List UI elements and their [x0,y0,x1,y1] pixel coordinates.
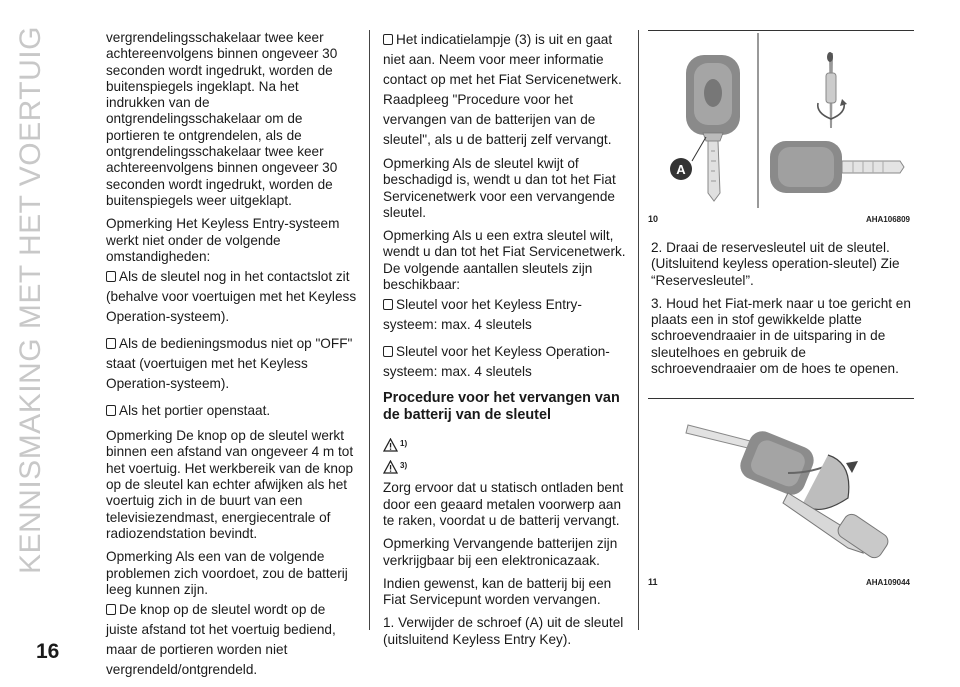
note-paragraph: Opmerking De knop op de sleutel werkt binnen een afstand van ongeveer 4 m tot het voertuig. Het werkbereik van de knop op de sleutel kan echter afwijken als het voertuig zich in de buurt van een televisiezendmast, energiecentrale of radiozendstation bevindt. [106,428,354,541]
screwdriver-opening-illustration [648,403,914,578]
page-number: 16 [36,640,60,663]
figure-11 [648,398,914,589]
step-paragraph: 1. Verwijder de schroef (A) uit de sleutel (uitsluitend Keyless Entry Key). [383,615,624,647]
checkbox-bullet-icon [106,338,116,349]
warning-triangle-icon [383,438,398,452]
checkbox-bullet-icon [383,346,393,357]
checkbox-bullet-icon [106,604,116,615]
svg-text:A: A [676,162,686,177]
section-heading: Procedure voor het vervangen van de batterij van de sleutel [383,390,620,424]
warning-reference: 3) [383,454,631,474]
note-paragraph: Opmerking Als u een extra sleutel wilt, wendt u dan tot het Fiat Servicenetwerk. De volgende aantallen sleutels zijn beschikbaar: [383,228,626,293]
note-paragraph: Opmerking Als de sleutel kwijt of beschadigd is, wendt u dan tot het Fiat Servicenetwerk voor een vervangende sleutel. [383,156,616,220]
list-item: Sleutel voor het Keyless Operation-systeem: max. 4 sleutels [383,344,610,380]
column-divider-2 [638,30,639,630]
paragraph: Indien gewenst, kan de batterij bij een Fiat Servicepunt worden vervangen. [383,575,612,608]
note-paragraph: Opmerking Vervangende batterijen zijn verkrijgbaar bij een elektronicazaak. [383,536,618,568]
list-item: Sleutel voor het Keyless Entry-systeem: max. 4 sleutels [383,297,582,333]
note-paragraph: Opmerking Als een van de volgende problemen zich voordoet, zou de batterij leeg kunnen zijn. [106,549,348,597]
column-divider-1 [369,30,370,630]
column-3 [651,240,913,384]
figure-number: 10 [648,214,659,224]
paragraph: Zorg ervoor dat u statisch ontladen bent door een geaard metalen voorwerp aan te raken, voordat u de batterij vervangt. [383,480,624,528]
chapter-title: KENNISMAKING MET HET VOERTUIG [14,26,47,574]
figure-10 [648,30,914,224]
list-item: Als de bedieningsmodus niet op "OFF" staat (voertuigen met het Keyless Operation-systeem). [106,336,353,392]
figure-code: AHA109044 [865,578,910,587]
figure-code: AHA106809 [865,215,910,224]
column-1 [106,30,358,687]
list-item: De knop op de sleutel wordt op de juiste afstand tot het voertuig bediend, maar de portieren worden niet vergrendeld/ontgrendeld. [106,602,336,678]
figure-number: 11 [648,577,658,587]
list-item: Het indicatielampje (3) is uit en gaat niet aan. Neem voor meer informatie contact op met het Fiat Servicenetwerk. Raadpleeg "Procedure voor het vervangen van de batterijen van de sleutel", als u de batterij zelf vervangt. [383,32,622,147]
list-item: Als de sleutel nog in het contactslot zit (behalve voor voertuigen met het Keyless Operation-systeem). [106,269,357,325]
step-paragraph: 3. Houd het Fiat-merk naar u toe gericht en plaats een in stof gewikkelde platte schroevendraaier in de uitsparing in de sleutelhoes en gebruik de schroevendraaier om de hoes te openen. [651,295,911,377]
checkbox-bullet-icon [106,405,116,416]
checkbox-bullet-icon [383,34,393,45]
checkbox-bullet-icon [383,299,393,310]
key-screw-illustration [648,33,914,213]
note-paragraph: Opmerking Het Keyless Entry-systeem werkt niet onder de volgende omstandigheden: [106,216,340,264]
checkbox-bullet-icon [106,271,116,282]
column-2 [383,30,631,655]
step-paragraph: 2. Draai de reservesleutel uit de sleutel. (Uitsluitend keyless operation-sleutel) Zie “Reservesleutel”. [651,240,900,288]
warning-triangle-icon [383,460,398,474]
list-item: Als het portier openstaat. [106,401,358,421]
warning-reference: 1) [383,432,631,452]
paragraph: vergrendelingsschakelaar twee keer achtereenvolgens binnen ongeveer 30 seconden wordt ingedrukt, worden de buitenspiegels ingeklapt. Na het indrukken van de ontgrendelingsschakelaar om de portieren te ontgrendelen, als de ontgrendelingsschakelaar twee keer achtereenvolgens binnen ongeveer 30 seconden wordt ingedrukt, worden de buitenspiegels weer uitgeklapt. [106,30,338,208]
